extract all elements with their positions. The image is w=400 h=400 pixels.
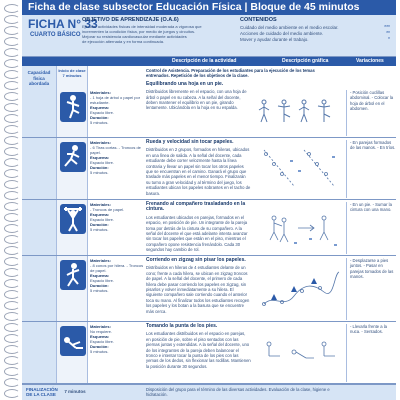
activity-illustration bbox=[254, 146, 344, 190]
activity-title: Corriendo en zigzag sin pisar los papeles. bbox=[146, 257, 246, 263]
binder-ring bbox=[4, 367, 20, 376]
intro-text: Control de Asistencia. Preparación de los estudiantes para la ejecución de los temas entrenados. Repetición de los objetivos de la clase. bbox=[146, 68, 315, 79]
objective-title: OBJETIVO DE APRENDIZAJE (O.A.6) bbox=[82, 17, 179, 23]
binder-ring bbox=[4, 246, 20, 255]
stretching-figure-icon bbox=[60, 326, 86, 356]
binder-ring bbox=[4, 169, 20, 178]
binder-ring bbox=[4, 257, 20, 266]
binder-ring bbox=[4, 125, 20, 134]
activity-desc: Distribuidos en 2 grupos, formados en hileras, ubicados en una línea de salida. A la señal del docente, cada estudiante debe correr velozmente hasta la línea contraria y llevar un papel sin tocar los otros papeles que se encuentran en el camino. Ganará el grupo que traslade más papeles en el menor tiempo. Finalizarán su turno a gran velocidad y al término del juego, los estudiantes ubican los papeles sobrantes en el tacho de basura. bbox=[146, 147, 251, 196]
variations: - En un pie. - Sumar la cintura con una mano. bbox=[346, 202, 396, 254]
activity-row: Materiales: - Troncos de papel. Esquema: Espacio libre. Duración: 5 minutos. Frenando al compañero trasladando en la cintura. Los estudiantes ubicados en parejas, formados en el espacio, en posición de pie. Un integrante de la pareja toma por detrás de la cintura de su compañero. A la señal del docente el que está adelante intenta avanzar sin tocar los papeles que están en el piso, mientras el compañero opone resistencia frenándolo. Cada 30 segundos hay cambio de rol. - En un pie. - Sumar la cintura con una mano. bbox=[22, 200, 396, 256]
binder-ring bbox=[4, 268, 20, 277]
binder-ring bbox=[4, 323, 20, 332]
binder-ring bbox=[4, 26, 20, 35]
activity-title: Rueda y velocidad sin tocar papeles. bbox=[146, 139, 234, 145]
column-headers bbox=[22, 57, 396, 66]
binder-ring bbox=[4, 37, 20, 46]
content-item: Mover y ayudar durante el trabajo. * bbox=[240, 37, 390, 43]
binder-ring bbox=[4, 114, 20, 123]
binder-ring bbox=[4, 301, 20, 310]
binder-ring bbox=[4, 81, 20, 90]
running-figure-icon bbox=[60, 142, 86, 172]
activity-illustration bbox=[254, 208, 344, 252]
binder-ring bbox=[4, 378, 20, 387]
sheet-header bbox=[22, 15, 396, 57]
activity-row: Materiales: - 8 conos por hilera. - Troncos de papel. Esquema: Espacio libre. Duración: 5 minutos. Corriendo en zigzag sin pisar los papeles. Distribuidos en hileras de 4 estudiantes delante de un cono; frente a cada hilera, se ubican en zigzag troncos de papel. A la señal del docente, el primero de cada hilera debe pasar corriendo los papeles en zigzag, sin pisarlos y volver inmediatamente a su hilera. El siguiente compañero sale corriendo cuando el anterior toca su mano. Al finalizar todos los estudiantes recogen los papeles y los botan a la basura que se encuentre más cerca. - Desplazarse a pies juntos. - Pasar en parejas tomados de las manos. bbox=[22, 256, 396, 322]
variations: - Posición cuclillas abdominal. - Colocar la hoja de árbol en el abdomen. bbox=[346, 90, 396, 136]
contents-title: CONTENIDOS bbox=[240, 17, 277, 23]
activity-desc: Los estudiantes distribuidos en el espacio en parejas, en posición de pie, sobre el piso sentados con las piernas juntas y extendidas. A la señal del docente, uno de los integrantes de la pareja deben balancear el tronco e intentar tocar la punta de los pies con las yemas de los dedos, sin flexionar las rodillas. Mantienen la posición durante 30 segundos. bbox=[146, 331, 251, 369]
inicio-label: Inicio de clase 7 minutos bbox=[58, 68, 86, 78]
binder-ring bbox=[4, 59, 20, 68]
activity-illustration bbox=[254, 264, 344, 308]
binder-ring bbox=[4, 136, 20, 145]
closing-text: Disposición del grupo para el término de las diversas actividades. Evaluación de la clase, higiene e hidratación. bbox=[146, 387, 330, 397]
ficha-number: FICHA N° 33 bbox=[28, 17, 98, 31]
binder-ring bbox=[4, 180, 20, 189]
activity-row: Capacidad física abordada Inicio de clase 7 minutos Materiales: - 1 hoja de árbol o papel por estudiante. Esquema: Espacio libre. Duración: 5 minutos. Control de Asistencia. Preparación de los estudiantes para la ejecución de los temas entrenados. Repetición de los objetivos de la clase. Equilibrando una hoja en un pie. Distribuidos libremente en el espacio, con una hoja de árbol o papel en su cabeza. A la señal del docente, deben mantener el equilibrio en un pie, girando lentamente. Ubicándola en la hoja en su espalda. - Posición cuclillas abdominal. - Colocar la hoja de árbol en el abdomen. bbox=[22, 66, 396, 138]
variations: - Desplazarse a pies juntos. - Pasar en parejas tomados de las manos. bbox=[346, 258, 396, 320]
binder-ring bbox=[4, 224, 20, 233]
col-desc: Descripción de la actividad bbox=[172, 58, 237, 64]
objective-text: Ejecutar actividades físicas de intensidad moderada a vigorosa que incrementen la condición física, por medio de juegos y circuitos. Mejorar su resistencia cardiovascular mediante actividades de ejecución alternada y en forma continuada. bbox=[82, 24, 202, 44]
activity-desc: Distribuidos libremente en el espacio, con una hoja de árbol o papel en su cabeza. A la señal del docente, deben mantener el equilibrio en un pie, girando lentamente. Ubicándola en la hoja en su espalda. bbox=[146, 89, 247, 111]
activity-title: Tomando la punta de los pies. bbox=[146, 323, 218, 329]
course-level: CUARTO BÁSICO bbox=[30, 32, 81, 38]
activity-illustration bbox=[254, 92, 344, 136]
closing-label: FINALIZACIÓN DE LA CLASE bbox=[26, 387, 58, 397]
binder-ring bbox=[4, 389, 20, 398]
binder-ring bbox=[4, 92, 20, 101]
closing-section bbox=[22, 384, 396, 400]
binder-ring bbox=[4, 290, 20, 299]
binder-ring bbox=[4, 70, 20, 79]
activity-row: Materiales: - 6 Tiras cortas. - Troncos de papel. Esquema: Espacio libre. Duración: 5 minutos. Rueda y velocidad sin tocar papeles. Distribuidos en 2 grupos, formados en hileras, ubicados en una línea de salida. A la señal del docente, cada estudiante debe correr velozmente hasta la línea contraria y llevar un papel sin tocar los otros papeles que se encuentran en el camino. Ganará el grupo que traslade más papeles en el menor tiempo. Finalizarán su turno a gran velocidad y al término del juego, los estudiantes ubican los papeles sobrantes en el tacho de basura. - En parejas formados de las manos. - En tríos. bbox=[22, 138, 396, 200]
activity-illustration bbox=[254, 330, 344, 374]
binder-ring bbox=[4, 147, 20, 156]
balance-figure-icon bbox=[60, 92, 86, 122]
variations: - En parejas formados de las manos. - En tríos. bbox=[346, 140, 396, 198]
contents-list bbox=[240, 25, 390, 43]
binder-ring bbox=[4, 279, 20, 288]
activity-row: Materiales: No requiere. Esquema: Espacio libre. Duración: 5 minutos. Tomando la punta de los pies. Los estudiantes distribuidos en el espacio en parejas, en posición de pie, sobre el piso sentados con las piernas juntas y extendidas. A la señal del docente, uno de los integrantes de la pareja deben balancear el tronco e intentar tocar la punta de los pies con las yemas de los dedos, sin flexionar las rodillas. Mantienen la posición durante 30 segundos. - Llevarla frente a la nuca. - Sentados. bbox=[22, 322, 396, 384]
content-item: Acciones de cuidado del medio ambiente. ** bbox=[240, 31, 390, 37]
binder-ring bbox=[4, 235, 20, 244]
content-item: Cuidado del medio ambiente en el medio escolar. *** bbox=[240, 25, 390, 31]
binder-ring bbox=[4, 213, 20, 222]
capacity-tag: Capacidad física abordada bbox=[27, 70, 51, 86]
closing-duration: 7 minutos bbox=[64, 389, 86, 394]
binder-ring bbox=[4, 191, 20, 200]
spiral-binding bbox=[0, 0, 22, 400]
variations: - Llevarla frente a la nuca. - Sentados. bbox=[346, 324, 396, 382]
sheet-title: Ficha de clase subsector Educación Física | Bloque de 45 minutos bbox=[22, 0, 396, 15]
col-variantes: Variaciones bbox=[356, 58, 384, 64]
binder-ring bbox=[4, 202, 20, 211]
weightlifting-figure-icon bbox=[60, 204, 86, 234]
binder-ring bbox=[4, 103, 20, 112]
binder-ring bbox=[4, 345, 20, 354]
binder-ring bbox=[4, 356, 20, 365]
binder-ring bbox=[4, 312, 20, 321]
binder-ring bbox=[4, 158, 20, 167]
binder-ring bbox=[4, 48, 20, 57]
binder-ring bbox=[4, 4, 20, 13]
activity-title: Frenando al compañero trasladando en la cintura. bbox=[146, 201, 246, 213]
binder-ring bbox=[4, 334, 20, 343]
col-grafica: Descripción gráfica bbox=[282, 58, 329, 64]
binder-ring bbox=[4, 15, 20, 24]
activity-title: Equilibrando una hoja en un pie. bbox=[146, 80, 224, 87]
activity-desc: Los estudiantes ubicados en parejas, formados en el espacio, en posición de pie. Un integrante de la pareja toma por detrás de la cintura de su compañero. A la señal del docente el que está adelante intenta avanzar sin tocar los papeles que están en el piso, mientras el compañero opone resistencia frenándolo. Cada 30 segundos hay cambio de rol. bbox=[146, 214, 248, 253]
zigzag-runner-icon bbox=[60, 260, 86, 290]
lesson-sheet bbox=[22, 0, 396, 400]
activity-desc: Distribuidos en hileras de 4 estudiantes delante de un cono; frente a cada hilera, se ubican en zigzag troncos de papel. A la señal del docente, el primero de cada hilera debe pasar corriendo los papeles en zigzag, sin pisarlos y volver inmediatamente a su hilera. El siguiente compañero sale corriendo cuando el anterior toca su mano. Al finalizar todos los estudiantes recogen los papeles y los botan a la basura que se encuentre más cerca. bbox=[146, 265, 250, 314]
